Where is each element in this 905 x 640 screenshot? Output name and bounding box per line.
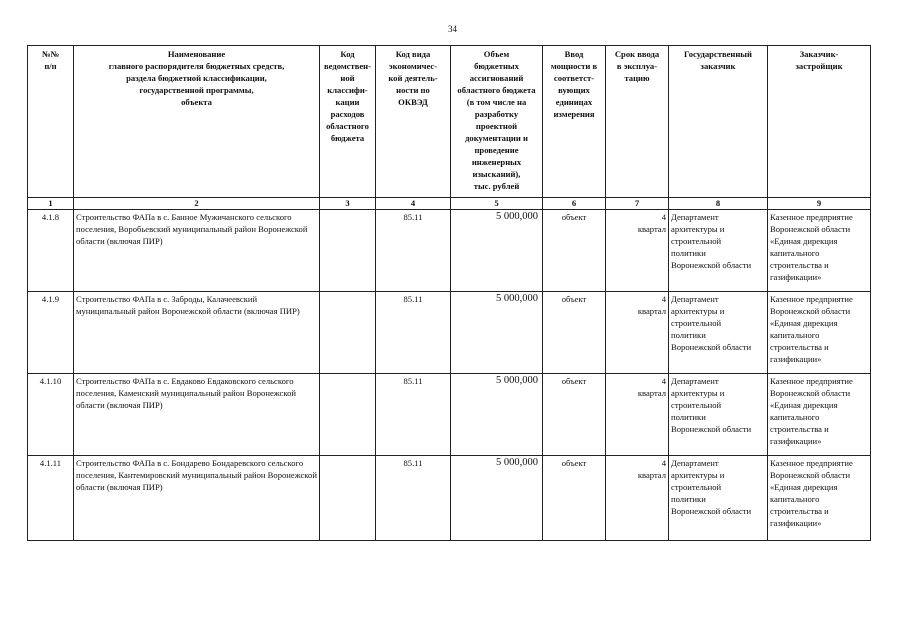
header-capacity: Ввод мощности в соответст- вующих единицах измерения [543, 46, 606, 198]
row-capacity: объект [543, 292, 606, 374]
row-customer: Департамент архитектуры и строительной политики Воронежской области [669, 456, 768, 541]
row-number: 4.1.8 [28, 210, 74, 292]
header-number: №№ п/п [28, 46, 74, 198]
row-object-name: Строительство ФАПа в с. Евдаково Евдаковского сельского поселения, Каменский муниципальный район Воронежской области (включая ПИР) [74, 374, 320, 456]
row-capacity: объект [543, 374, 606, 456]
row-okved: 85.11 [376, 292, 451, 374]
row-developer: Казенное предприятие Воронежской области «Единая дирекция капитального строительства и газификации» [768, 456, 871, 541]
row-term: 4 квартал [606, 292, 669, 374]
row-number: 4.1.9 [28, 292, 74, 374]
header-dept-code: Код ведомствен- ной классифи- кации расходов областного бюджета [320, 46, 376, 198]
row-okved: 85.11 [376, 210, 451, 292]
column-number: 9 [768, 198, 871, 210]
table-row [28, 456, 871, 541]
row-dept-code [320, 456, 376, 541]
row-customer: Департамент архитектуры и строительной политики Воронежской области [669, 292, 768, 374]
row-capacity: объект [543, 210, 606, 292]
row-object-name: Строительство ФАПа в с. Заброды, Калачеевский муниципальный район Воронежской области (включая ПИР) [74, 292, 320, 374]
row-number: 4.1.10 [28, 374, 74, 456]
row-dept-code [320, 210, 376, 292]
row-dept-code [320, 292, 376, 374]
column-number: 7 [606, 198, 669, 210]
column-number: 1 [28, 198, 74, 210]
row-developer: Казенное предприятие Воронежской области «Единая дирекция капитального строительства и газификации» [768, 292, 871, 374]
table-row [28, 210, 871, 292]
header-amount: Объем бюджетных ассигнований областного бюджета (в том числе на разработку проектной документации и проведение инженерных изысканий), тыс. рублей [451, 46, 543, 198]
row-term: 4 квартал [606, 374, 669, 456]
column-number: 8 [669, 198, 768, 210]
row-okved: 85.11 [376, 456, 451, 541]
row-okved: 85.11 [376, 374, 451, 456]
row-customer: Департамент архитектуры и строительной политики Воронежской области [669, 210, 768, 292]
row-dept-code [320, 374, 376, 456]
table-row [28, 374, 871, 456]
row-amount: 5 000,000 [451, 292, 543, 374]
header-name: Наименование главного распорядителя бюджетных средств, раздела бюджетной классификации, государственной программы, объекта [74, 46, 320, 198]
row-object-name: Строительство ФАПа в с. Банное Мужичанского сельского поселения, Воробьевский муниципальный район Воронежской области (включая ПИР) [74, 210, 320, 292]
row-developer: Казенное предприятие Воронежской области «Единая дирекция капитального строительства и газификации» [768, 210, 871, 292]
page-number: 34 [448, 24, 457, 34]
row-amount: 5 000,000 [451, 374, 543, 456]
header-customer: Государственный заказчик [669, 46, 768, 198]
column-number: 5 [451, 198, 543, 210]
row-amount: 5 000,000 [451, 456, 543, 541]
header-term: Срок ввода в эксплуа- тацию [606, 46, 669, 198]
row-term: 4 квартал [606, 210, 669, 292]
column-number: 6 [543, 198, 606, 210]
column-number-row [28, 198, 871, 210]
header-okved: Код вида экономичес- кой деятель- ности по ОКВЭД [376, 46, 451, 198]
column-number: 3 [320, 198, 376, 210]
row-developer: Казенное предприятие Воронежской области «Единая дирекция капитального строительства и газификации» [768, 374, 871, 456]
row-term: 4 квартал [606, 456, 669, 541]
budget-table [27, 45, 871, 541]
row-amount: 5 000,000 [451, 210, 543, 292]
column-number: 2 [74, 198, 320, 210]
row-capacity: объект [543, 456, 606, 541]
row-customer: Департамент архитектуры и строительной политики Воронежской области [669, 374, 768, 456]
row-object-name: Строительство ФАПа в с. Бондарево Бондаревского сельского поселения, Кантемировский муниципальный район Воронежской области (включая ПИР) [74, 456, 320, 541]
row-number: 4.1.11 [28, 456, 74, 541]
header-developer: Заказчик- застройщик [768, 46, 871, 198]
table-row [28, 292, 871, 374]
table-header-row [28, 46, 871, 198]
column-number: 4 [376, 198, 451, 210]
